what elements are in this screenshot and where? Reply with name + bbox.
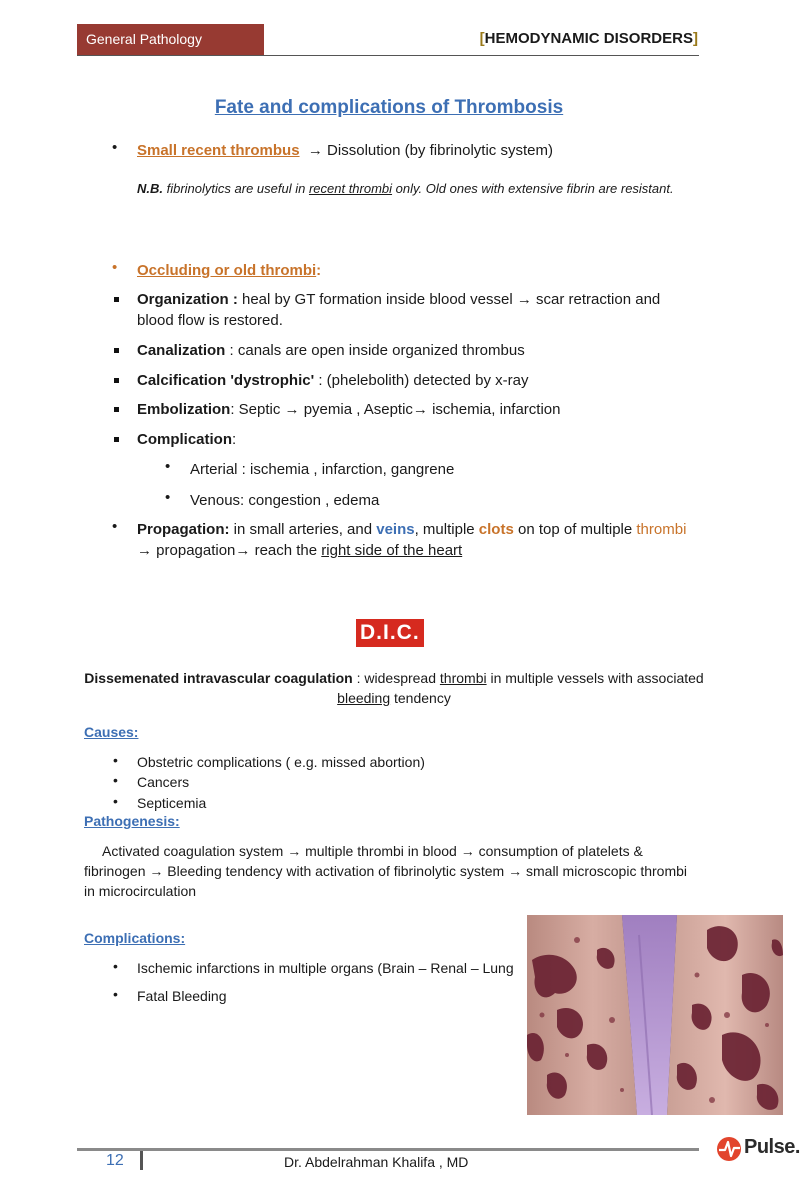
bullet-dot: • <box>112 259 118 276</box>
cause-item: Obstetric complications ( e.g. missed abortion) <box>137 754 425 770</box>
sub-item-arterial: Arterial : ischemia , infarction, gangrene <box>190 461 455 478</box>
complication-item: Fatal Bleeding <box>137 988 227 1004</box>
small-recent-item: Small recent thrombus → Dissolution (by fibrinolytic system) <box>137 142 553 159</box>
page-number: 12 <box>106 1152 124 1169</box>
page-number-bar <box>140 1151 143 1170</box>
bullet-dot: • <box>113 793 118 809</box>
bullet-dot: • <box>113 772 118 788</box>
bullet-dot: • <box>113 986 118 1002</box>
pathogenesis-heading: Pathogenesis: <box>84 813 180 829</box>
bullet-dot: • <box>113 752 118 768</box>
cause-item: Septicemia <box>137 795 207 811</box>
item-complication: Complication: <box>137 431 237 448</box>
page-title: Fate and complications of Thrombosis <box>214 97 564 118</box>
nb-note: N.B. fibrinolytics are useful in recent thrombi only. Old ones with extensive fibrin are resistant. <box>137 181 674 196</box>
complication-item: Ischemic infarctions in multiple organs (Brain – Renal – Lung <box>137 960 514 976</box>
square-bullet <box>114 348 119 353</box>
bullet-dot: • <box>112 518 118 535</box>
item-organization: Organization : heal by GT formation inside blood vessel → scar retraction and blood flow is restored. <box>137 291 661 329</box>
square-bullet <box>114 407 119 412</box>
item-propagation: Propagation: in small arteries, and veins, multiple clots on top of multiple thrombi → propagation→ reach the right side of the heart <box>137 521 687 559</box>
dic-skin-photo <box>527 915 783 1115</box>
item-canalization: Canalization : canals are open inside organized thrombus <box>137 342 525 359</box>
dic-badge: D.I.C. <box>356 619 424 647</box>
footer-author: Dr. Abdelrahman Khalifa , MD <box>284 1154 469 1170</box>
item-embolization: Embolization: Septic → pyemia , Aseptic→ ischemia, infarction <box>137 401 561 418</box>
sub-item-venous: Venous: congestion , edema <box>190 492 380 509</box>
square-bullet <box>114 437 119 442</box>
footer-divider <box>77 1148 699 1151</box>
bullet-dot: • <box>165 458 171 475</box>
pulse-logo-icon <box>716 1136 744 1162</box>
header-chapter-title: [HEMODYNAMIC DISORDERS] <box>479 30 698 47</box>
square-bullet <box>114 297 119 302</box>
bullet-dot: • <box>113 958 118 974</box>
bullet-dot: • <box>112 139 118 156</box>
header-divider <box>77 55 699 56</box>
pathogenesis-text: Activated coagulation system → multiple thrombi in blood → consumption of platelets & fibrinogen → Bleeding tendency with activation of fibrinolytic system → small microscopic thrombi in microcirculation <box>84 843 688 899</box>
complications-heading: Complications: <box>84 930 186 946</box>
bullet-dot: • <box>165 489 171 506</box>
item-calcification: Calcification 'dystrophic' : (phelebolith) detected by x-ray <box>137 372 529 389</box>
header-course-label: General Pathology <box>77 24 264 55</box>
cause-item: Cancers <box>137 774 190 790</box>
occluding-heading: Occluding or old thrombi: <box>137 262 322 279</box>
dic-definition: Dissemenated intravascular coagulation : widespread thrombi in multiple vessels with associated bleeding tendency <box>84 670 704 706</box>
pulse-logo-text: Pulse. <box>744 1136 800 1158</box>
square-bullet <box>114 378 119 383</box>
causes-heading: Causes: <box>84 724 139 740</box>
